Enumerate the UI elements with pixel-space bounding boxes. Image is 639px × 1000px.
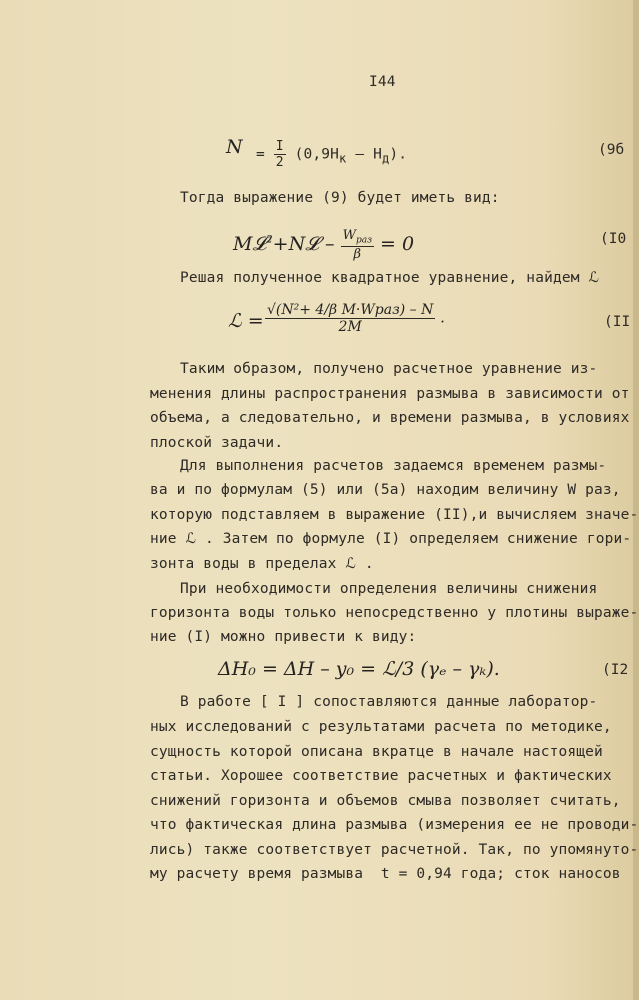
paragraph-4-line-8: му расчету время размыва t = 0,94 года; сток наносов bbox=[150, 866, 621, 882]
text-line-2: Решая полученное квадратное уравнение, найдем ℒ bbox=[180, 270, 600, 286]
equation-10-number: (I0 bbox=[600, 231, 627, 247]
equation-9b-fraction bbox=[274, 139, 286, 170]
text-line-1: Тогда выражение (9) будет иметь вид: bbox=[180, 190, 500, 206]
equation-11-fraction: $\frac{\text{√(N²+ 4/β M·Wраз) – N}}{2M}$ . bbox=[267, 302, 445, 335]
paragraph-3-line-1: При необходимости определения величины снижения bbox=[180, 581, 598, 597]
equation-9b: = $\frac{I}{2}$ $(0,9H_к - H_д)$. bbox=[256, 139, 408, 170]
paragraph-2-line-3: которую подставляем в выражение (II),и вычисляем значе- bbox=[150, 507, 639, 523]
paragraph-4-line-6: что фактическая длина размыва (измерения ее не проводи- bbox=[150, 817, 639, 833]
paragraph-2-line-1: Для выполнения расчетов задаемся временем размы- bbox=[180, 458, 607, 474]
paragraph-3-line-3: ние (I) можно привести к виду: bbox=[150, 629, 417, 645]
paragraph-2-line-2: ва и по формулам (5) или (5а) находим величину W раз, bbox=[150, 482, 621, 498]
equation-11-denominator: 2M bbox=[338, 319, 362, 335]
equation-9b-numerator: I bbox=[275, 139, 284, 154]
paragraph-4-line-2: ных исследований с результатами расчета по методике, bbox=[150, 719, 612, 735]
equation-10-fraction: $\frac{W_{раз}}{\beta}$ bbox=[342, 228, 373, 262]
equation-9b-lhs: N bbox=[226, 136, 243, 158]
paragraph-1-line-1: Таким образом, получено расчетное уравнение из- bbox=[180, 361, 598, 377]
equation-12: ΔH₀ = ΔH – y₀ = ℒ/3 (γₑ – γₖ). bbox=[218, 658, 500, 680]
paragraph-1-line-2: менения длины распространения размыва в зависимости от bbox=[150, 386, 630, 402]
paragraph-4-line-1: В работе [ I ] сопоставляются данные лаборатор- bbox=[180, 694, 598, 710]
paragraph-2-line-5: зонта воды в пределах ℒ . bbox=[150, 556, 374, 572]
paragraph-2-line-4: ние ℒ . Затем по формуле (I) определяем снижение гори- bbox=[150, 531, 632, 547]
equation-12-number: (I2 bbox=[602, 662, 629, 678]
page-number: I44 bbox=[369, 74, 396, 90]
equation-11-numerator: √(N²+ 4/β M·Wраз) – N bbox=[267, 302, 434, 318]
paragraph-4-line-7: лись) также соответствует расчетной. Так, по упомянуто- bbox=[150, 842, 639, 858]
paragraph-4-line-5: снижений горизонта и объемов смыва позволяет считать, bbox=[150, 793, 621, 809]
equation-11-number: (II bbox=[604, 314, 631, 330]
paragraph-3-line-2: горизонта воды только непосредственно у плотины выраже- bbox=[150, 605, 639, 621]
equation-10: M𝓛$^2$+N𝓛 – $\frac{W_{раз}}{\beta}$ = 0 bbox=[233, 228, 415, 262]
paragraph-4-line-3: сущность которой описана вкратце в начале настоящей bbox=[150, 744, 603, 760]
equation-9b-number: (9б bbox=[598, 142, 625, 158]
paragraph-1-line-3: объема, а следовательно, и времени размыва, в условиях bbox=[150, 410, 630, 426]
paragraph-4-line-4: статьи. Хорошее соответствие расчетных и фактических bbox=[150, 768, 612, 784]
paragraph-1-line-4: плоской задачи. bbox=[150, 435, 284, 451]
equation-9b-denominator: 2 bbox=[275, 155, 284, 170]
equation-11-lhs: ℒ = bbox=[228, 310, 264, 332]
